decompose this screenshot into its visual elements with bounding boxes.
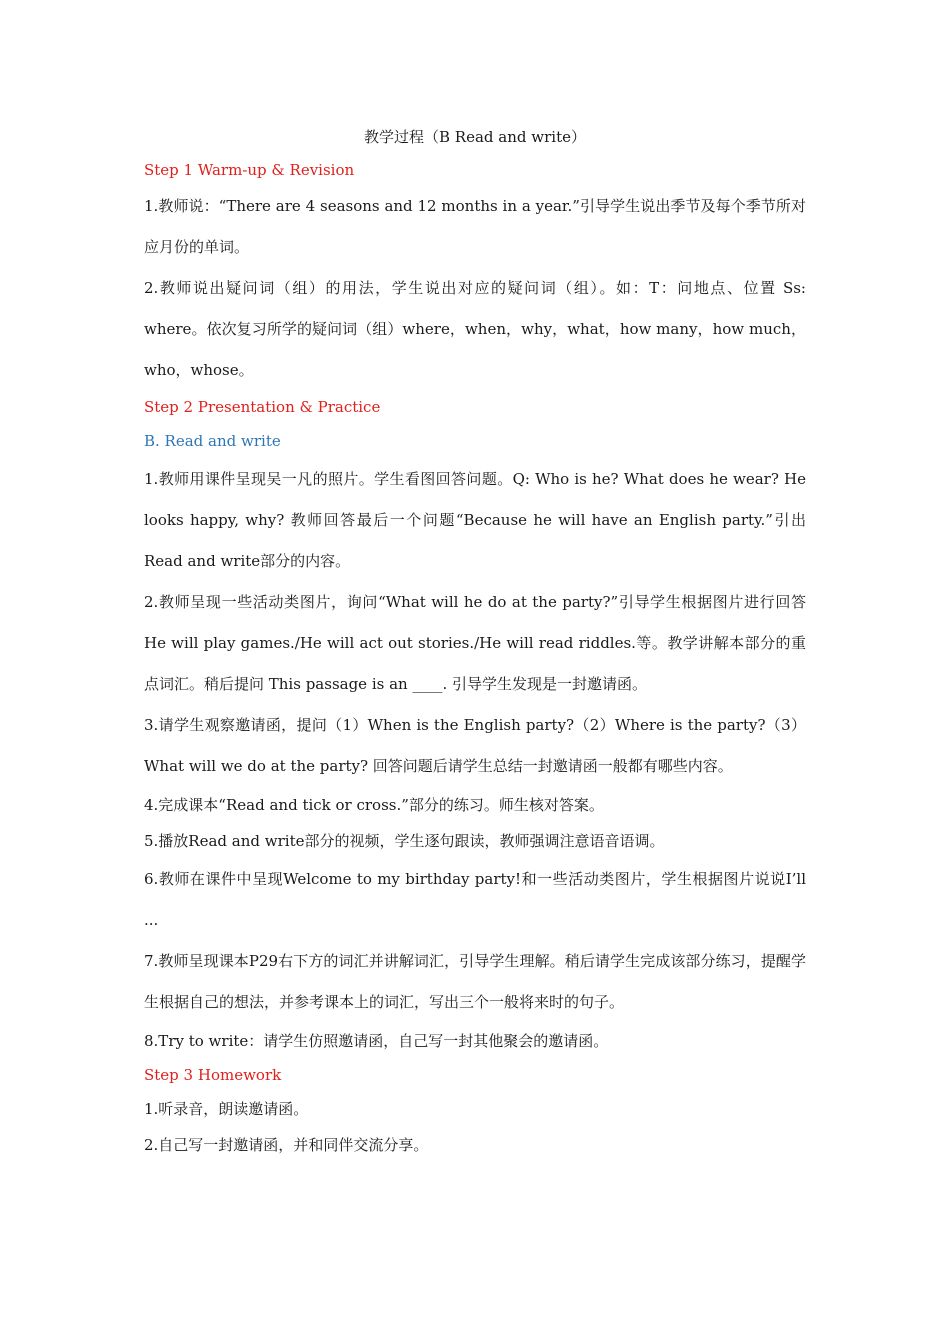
step3-item-2: 2.自己写一封邀请函，并和同伴交流分享。 [144,1136,429,1154]
step2-item-8: 8.Try to write：请学生仿照邀请函，自己写一封其他聚会的邀请函。 [144,1032,609,1050]
step2-item-3: 3.请学生观察邀请函，提问（1）When is the English party?（2）Where is the party?（3）What will we do at the party? 回答问题后请学生总结一封邀请函一般都有哪些内容。 [144,716,806,775]
step2-item-5: 5.播放Read and write部分的视频，学生逐句跟读，教师强调注意语音语调。 [144,832,665,850]
step2-item-2: 2.教师呈现一些活动类图片，询问“What will he do at the party?”引导学生根据图片进行回答He will play games./He will act out stories./He will read riddles.等。教学讲解本部分的重点词汇。稍后提问 This passage is an ____. 引导学生发现是一封邀请函。 [144,593,806,693]
section-heading-read-and-write: B. Read and write [144,432,281,450]
document-title: 教学过程（B Read and write） [364,128,586,146]
step2-item-7: 7.教师呈现课本P29右下方的词汇并讲解词汇，引导学生理解。稍后请学生完成该部分练习，提醒学生根据自己的想法，并参考课本上的词汇，写出三个一般将来时的句子。 [144,952,806,1011]
step3-heading: Step 3 Homework [144,1066,282,1084]
step2-item-4: 4.完成课本“Read and tick or cross.”部分的练习。师生核对答案。 [144,796,604,814]
step2-item-6: 6.教师在课件中呈现Welcome to my birthday party!和一些活动类图片，学生根据图片说说I’ll ... [144,870,806,929]
step1-item-2: 2.教师说出疑问词（组）的用法，学生说出对应的疑问词（组）。如：T：问地点、位置 Ss: where。依次复习所学的疑问词（组）where，when，why，what，how many，how much，who，whose。 [144,279,806,379]
document-page [144,122,806,1163]
step2-item-1: 1.教师用课件呈现吴一凡的照片。学生看图回答问题。Q: Who is he? What does he wear? He looks happy, why? 教师回答最后一个问题“Because he will have an English party.”引出Read and write部分的内容。 [144,470,806,570]
step2-heading: Step 2 Presentation & Practice [144,398,381,416]
step1-item-1: 1.教师说：“There are 4 seasons and 12 months in a year.”引导学生说出季节及每个季节所对应月份的单词。 [144,197,806,256]
step3-item-1: 1.听录音，朗读邀请函。 [144,1100,309,1118]
step1-heading: Step 1 Warm-up & Revision [144,161,355,179]
